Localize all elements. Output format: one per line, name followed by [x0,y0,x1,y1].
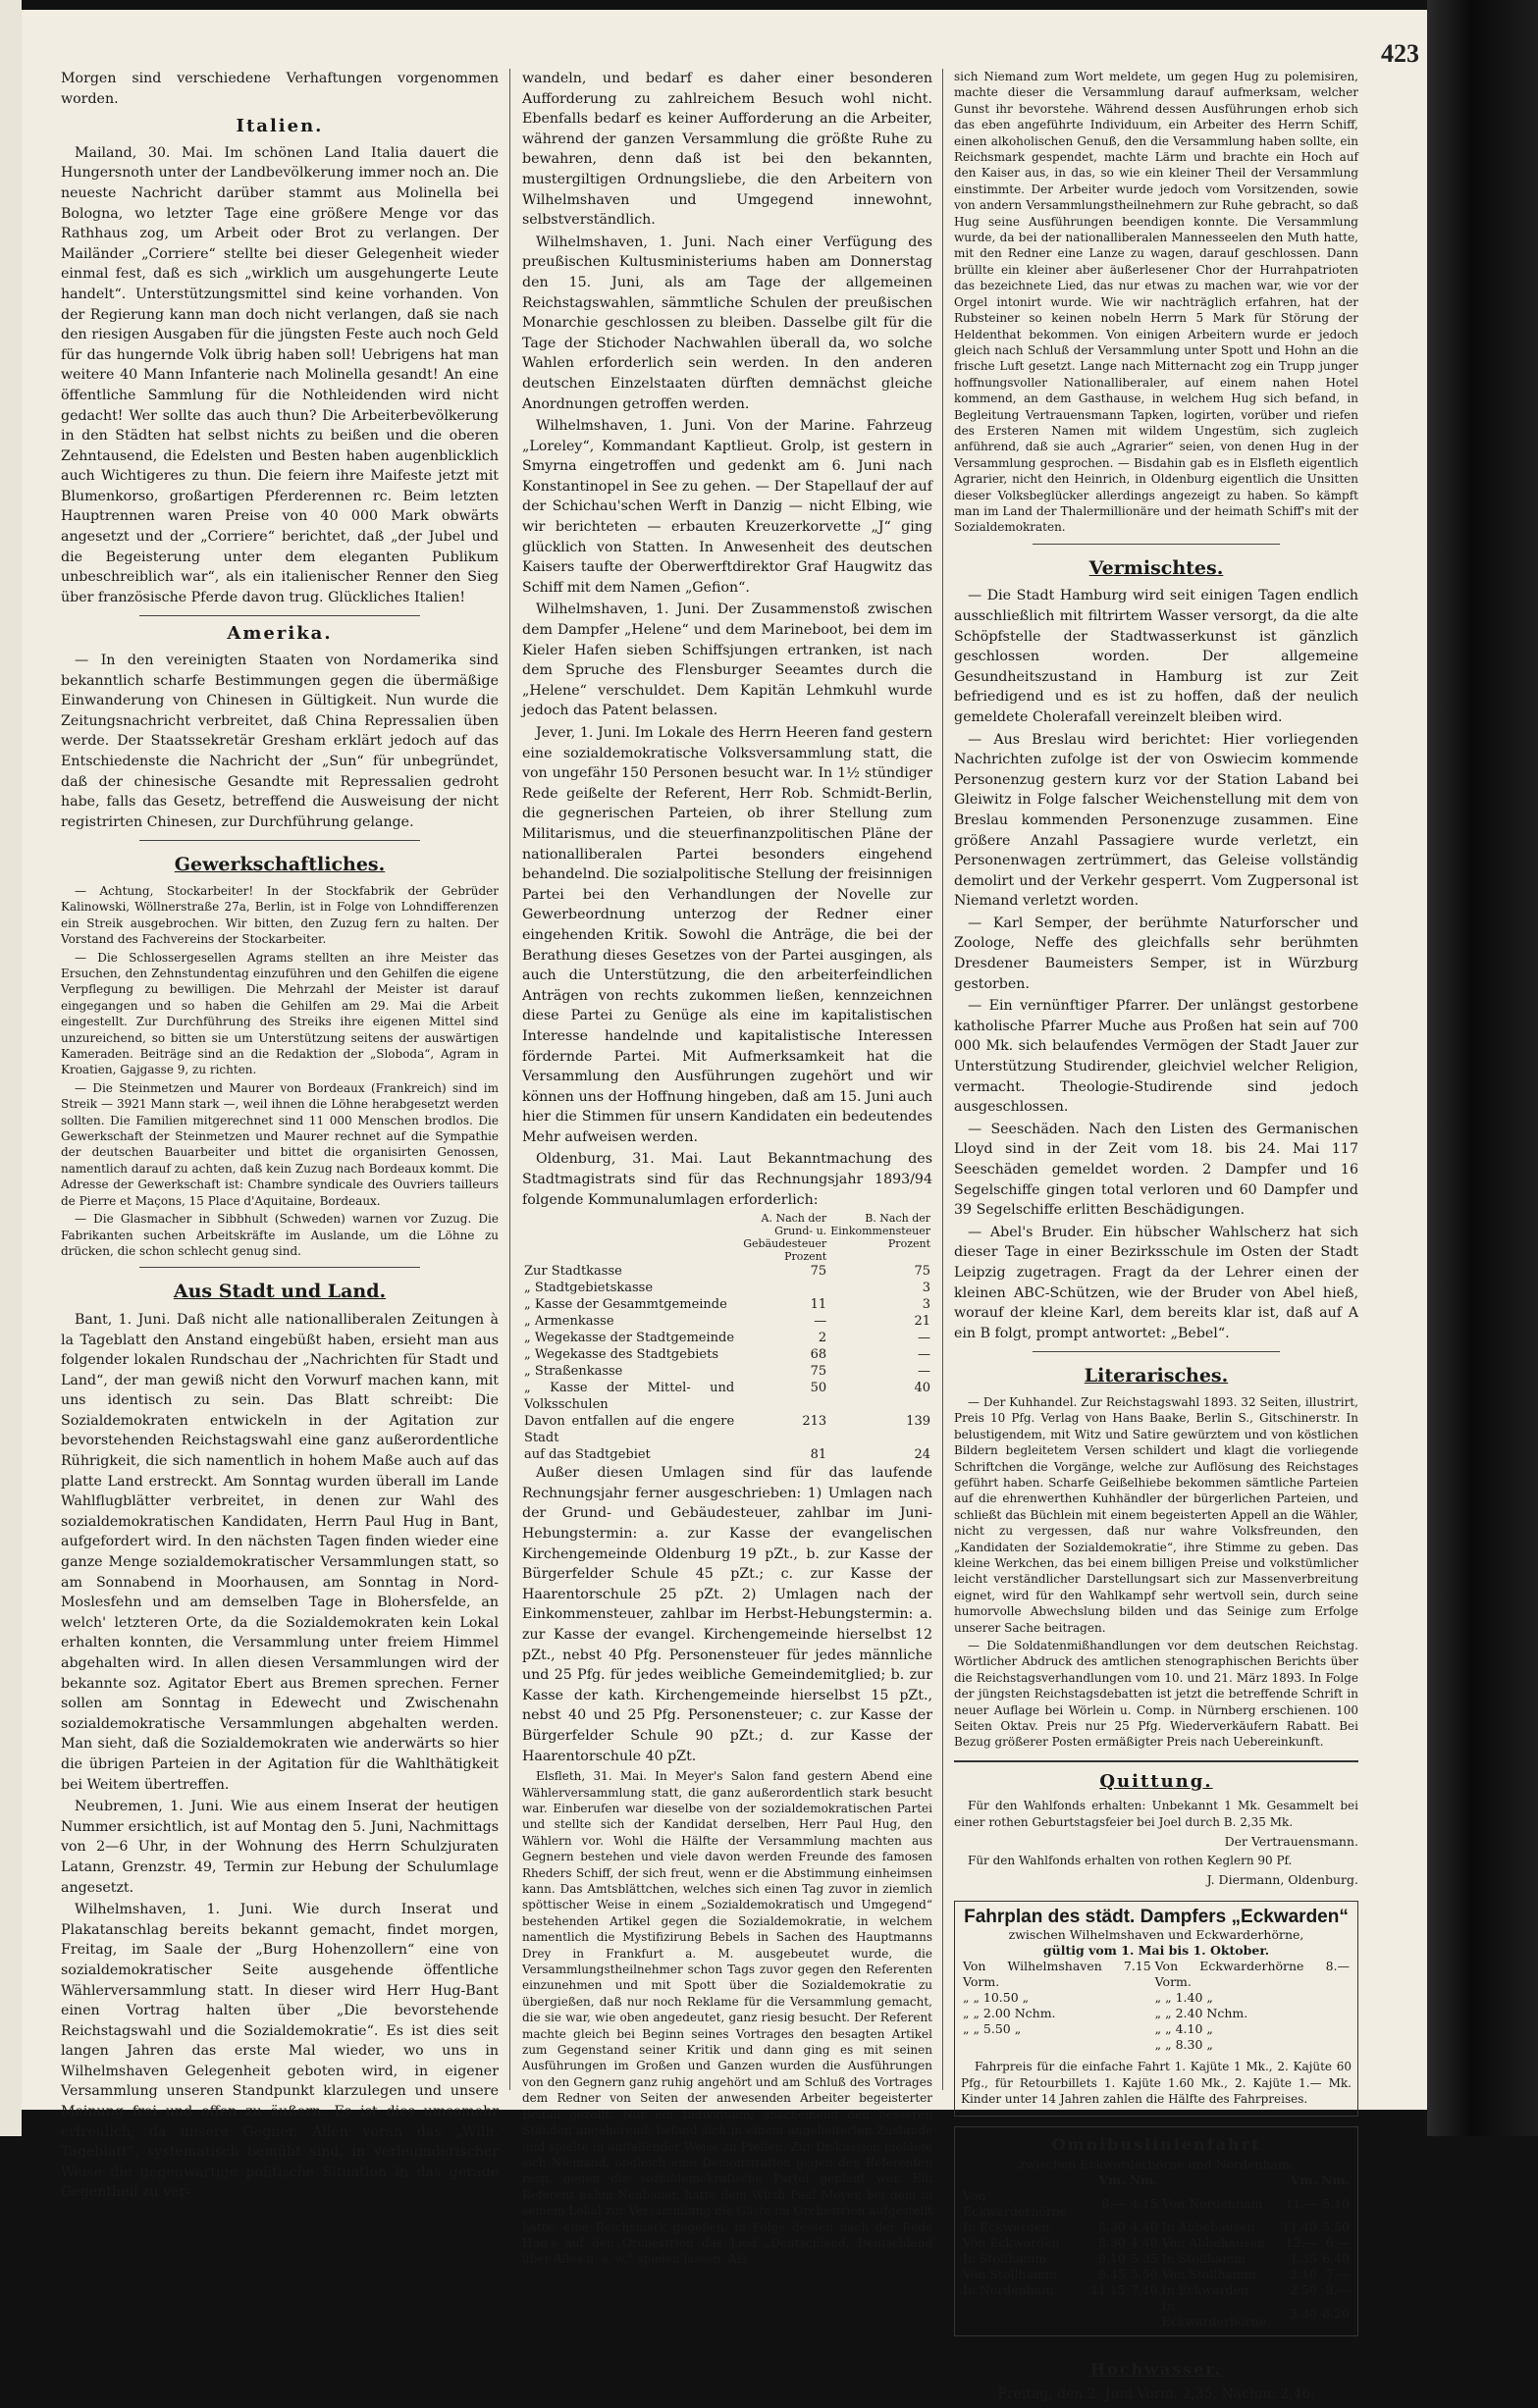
table-cell: 68 [810,1347,827,1363]
table-row [522,1280,932,1296]
table-cell: In Abbehausen [1161,2220,1255,2235]
quittung-1: Für den Wahlfonds erhalten: Unbekannt 1 Mk. Gesammelt bei einer rothen Geburtstagsfeier bei Joel durch B. 2,35 Mk. [954,1799,1358,1829]
table-cell: 75 [914,1264,930,1280]
table-row [961,2037,1352,2053]
book-binding-edge [1427,0,1538,2136]
table-cell: auf das Stadtgebiet [524,1447,651,1463]
fahrplan-box [954,1901,1358,2117]
table-header-cell: Vm. [1290,2172,1317,2188]
table-cell [1128,2298,1160,2329]
table-cell: 4.40 [1130,2220,1158,2235]
omnibus-table [961,2172,1352,2329]
table-cell: In Stollhamm [963,2251,1047,2267]
column-rule-2 [942,69,943,2090]
fahrplan-prices: Fahrpreis für die einfache Fahrt 1. Kajüte 1 Mk., 2. Kajüte 60 Pfg., für Retourbillets 1. Kajüte 1.60 Mk., 2. Kajüte 1.— Mk. Kinder unter 14 Jahren zahlen die Hälfte des Fahrpreises. [961,2060,1352,2107]
table-cell: 1.35 [1290,2251,1317,2267]
table-row [522,1263,932,1280]
table-cell: 40 [914,1381,930,1396]
separator [139,840,420,841]
page-left-edge [0,0,22,2136]
table-row [522,1313,932,1330]
table-cell: 9.10 [1097,2251,1126,2267]
article-hamburg: — Die Stadt Hamburg wird seit einigen Tagen endlich ausschließlich mit filtrirtem Wasser versorgt, da die alte Schöpfstelle der Stadtwasserkunst ist gänzlich geschlossen worden. Der allgemeine Gesundheitszustand in Hamburg ist zur Zeit befriedigend und es ist zu hoffen, daß der neulich gemeldete Cholerafall vereinzelt bleiben wird. [954,588,1358,725]
table-row [522,1346,932,1363]
table-row [961,2188,1352,2220]
table-row [961,2235,1352,2251]
table-header-cell: Vm. [1098,2172,1126,2188]
separator [1033,1351,1280,1352]
heading-vermischtes: Vermischtes. [1088,556,1224,579]
article-neubremen: Neubremen, 1. Juni. Wie aus einem Inserat der heutigen Nummer ersichtlich, ist auf Montag den 5. Juni, Nachmittags von 2—6 Uhr, in der Wohnung des Herrn Schulzjuraten Latann, Grenzstr. 49, Termin zur Hebung der Schulumlage angesetzt. [61,1799,499,1896]
table-cell: Von Stollhamm [1161,2267,1256,2282]
table-cell: 12.— [1285,2235,1317,2251]
notice-agram: — Die Schlossergesellen Agrams stellten an ihre Meister das Ersuchen, den Zehnstundentag einzuführen und den Gehilfen die eigene Verpflegung zu bewilligen. Die Mehrzahl der Meister ist darauf eingegangen und so haben die Gehilfen am 29. Mai die Arbeit eingestellt. Zur Durchführung des Streiks ihre eigenen Mittel sind unzureichend, so bitten sie um Unterstützung seitens der auswärtigen Kameraden. Beiträge sind an die Redaktion der „Sloboda“, Agram in Kroatien, Gajgasse 9, zu richten. [61,950,499,1077]
table-cell: 4.40 [1130,2235,1158,2251]
table-cell: 6.40 [1322,2251,1350,2267]
table-header-cell [1160,2172,1280,2188]
hochwasser-box [954,2346,1358,2408]
table-cell: 5.35 [1130,2251,1158,2267]
omnibus-subtitle: zwischen Eckwarderhörne und Nordenham. [1019,2157,1294,2172]
table-row [961,2251,1352,2267]
table-cell: 3 [922,1297,930,1313]
article-wilhelmshaven-1: Wilhelmshaven, 1. Juni. Wie durch Inserat und Plakatanschlag bereits bekannt gemacht, findet morgen, Freitag, im Saale der „Burg Hohenzollern“ eine von sozialdemokratischer Seite ausgehende öffentliche Wählerversammlung statt. In dieser wird Herr Hug-Bant einen Vortrag halten über „Die bevorstehende Reichstagswahl und die Sozialdemokratie“. Es ist dies seit langen Jahren das erste Mal wieder, wo uns in Wilhelmshaven Gelegenheit geboten wird, in eigener Versammlung unseren Standpunkt klarzulegen und unsere Meinung frei und offen zu äußern. Es ist dies umsomehr erfreulich, da unsere Gegner, Allen voran das „Wilh. Tageblatt“, systematisch bemüht sind, in verleumderischer Weise die gegenwärtige politische Situation in das gerade Gegentheil zu ver- [61,1902,499,2201]
table-cell: 2 [818,1331,827,1346]
fahrplan-table [961,1959,1352,2053]
literature-soldaten: — Die Soldatenmißhandlungen vor dem deutschen Reichstag. Wörtlicher Abdruck des amtlichen stenographischen Berichts über die Reichstagsverhandlungen vom 10. und 21. März 1893. In Folge der jüngsten Reichstagsdebatten ist jetzt die betreffende Schrift in neuer Auflage bei Wörlein u. Comp. in Nürnberg erschienen. 100 Seiten Oktav. Preis nur 25 Pfg. Wiederverkäufern Rabatt. Bei Bezug größerer Posten ermäßigter Preis nach Uebereinkunft. [954,1639,1358,1750]
article-elsfleth-cont: sich Niemand zum Wort meldete, um gegen Hug zu polemisiren, machte dieser die Versammlung darauf aufmerksam, welcher Gunst ihr bevorstehe. Während dessen Ausführungen erhob sich das eben angeführte Individuum, ein Arbeiter des Herrn Schiff, einen alkoholischen Genuß, den die Versammlung haben sollte, ein Reichsmark gespendet, machte Lärm und brachte ein Hoch auf den Kaiser aus, in das, so wie ein kleiner Theil der Versammlung einstimmte. Der Arbeiter wurde jedoch vom Vorsitzenden, sowie von andern Versammlungstheilnehmern zur Ruhe gebracht, so daß Hug seine Ausführungen beendigen konnte. Die Versammlung wurde, da bei der nationalliberalen Mannesseelen den Muth hatte, mit den Redner eine Lanze zu wagen, darauf geschlossen. Dann brüllte ein kleiner aber äußerlesener Chor der Hurrahpatrioten das bezeichnete Lied, das nur etwas zu machen war, wie vor der Orgel intonirt wurde. Wie wir nachträglich erfahren, hat der Rubsteiner so keinen nobeln Herrn 5 Mark für Störung der Heldenthat bekommen. Von einigen Arbeitern wurde er jedoch gleich nach Schluß der Versammlung unter Spott und Hohn an die frische Luft gesetzt. Lange nach Mitternacht zog ein Trupp junger hoffnungsvoller Nationalliberaler, auf einem nahen Hotel kommend, an dem Gasthause, in welchem Hug sich befand, in Begleitung Vertrauensmann Tapken, logirten, vorüber und riefen des Ersteren Namen mit wildem Ungestüm, sich zugleich anführend, daß sie auch „Agrarier“ seien, von denen Hug in der Versammlung gesprochen. — Bisdahin gab es in Elsfleth eigentlich Agrarier, nicht den Heinrich, in Oldenburg eigentlich die Unsitten dieser Volksbeglücker allerdings angezeigt zu haben. So kämpft man im Land der Thalermillionäre und der heimath Schiff's mit der Sozialdemokraten. [954,70,1358,535]
separator [139,1267,420,1268]
table-cell: 139 [906,1414,930,1430]
notice-sibbhult: — Die Glasmacher in Sibbhult (Schweden) warnen vor Zuzug. Die Fabrikanten suchen Arbeitskräfte im Auslande, um die Löhne zu drücken, die schon schlecht genug sind. [61,1212,499,1258]
table-cell: „ Armenkasse [524,1314,614,1330]
table-cell: 8.— [1325,2282,1350,2298]
table-row [522,1296,932,1313]
article-mailand: Mailand, 30. Mai. Im schönen Land Italia dauert die Hungersnoth unter der Landbevölkerung immer noch an. Die neueste Nachricht darüber stammt aus Molinella bei Bologna, wo letzter Tage eine größere Menge vor das Rathhaus zog, um Arbeit oder Brot zu verlangen. Der Mailänder „Corriere“ stellte bei dieser Gelegenheit wieder einmal fest, daß es sich „wirklich um ausgehungerte Leute handelt“. Unterstützungsmittel sind keine vorhanden. Von der Regierung kann man doch nicht verlangen, daß sie nach den riesigen Ausgaben für die jüngsten Feste auch noch Geld für das hungernde Volk übrig haben soll! Uebrigens hat man weitere 40 Mann Infanterie nach Molinella gesandt! An eine öffentliche Sammlung für die Nothleidenden wird nicht gedacht! Wer sollte das auch thun? Die Arbeiterbevölkerung in den Städten hat selbst nichts zu beißen und die oberen Zehntausend, die Edelsten und Besten haben augenblicklich auch Wichtigeres zu thun. Die feiern ihre Maifeste jetzt mit Blumenkorso, großartigen Pferderennen rc. Beim letzten Hauptrennen waren Preise von 40 000 Mark obwärts angesetzt und der „Corriere“ berichtet, daß „der Jubel und die Begeisterung unter dem eleganten Publikum unbeschreiblich war“, als ein italienischer Renner den Sieg über französische Pferde davon trug. Glückliches Italien! [61,144,499,605]
article-wilhelmshaven-4: Wilhelmshaven, 1. Juni. Der Zusammenstoß zwischen dem Dampfer „Helene“ und dem Marineboot, bei dem im Kieler Hafen sieben Schiffsjungen ertranken, ist nach dem Spruche des Flensburger Seeamtes durch die „Helene“ verschuldet. Dem Kapitän Lehmkuhl wurde jedoch das Patent belassen. [522,602,932,719]
omnibus-box [954,2126,1358,2337]
table-cell: Von Eckwarden [963,2235,1060,2251]
table-row [522,1363,932,1380]
article-breslau: — Aus Breslau wird berichtet: Hier vorliegenden Nachrichten zufolge ist der von Oswiecim kommende Personenzug gestern kurz vor der Station Laband bei Gleiwitz in Folge falscher Weichenstellung mit dem von Breslau kommenden Personenzuge zusammen. Eine größere Anzahl Passagiere wurde verletzt, ein Personenwagen zertrümmert, das Geleise vollständig demolirt und der Verkehr gesperrt. Vom Zugpersonal ist Niemand verletzt worden. [954,731,1358,910]
table-cell: 11.— [1285,2196,1317,2212]
article-umlagen: Außer diesen Umlagen sind für das laufende Rechnungsjahr ferner ausgeschrieben: 1) Umlagen nach der Grund- und Gebäudesteuer, zahlbar im Juni-Hebungstermin: a. zur Kasse der evangelischen Kirchengemeinde Oldenburg 19 pZt., b. zur Kasse der Bürgerfelder Schule 45 pZt.; c. zur Kasse der Haarentorschule 25 pZt. 2) Umlagen nach der Einkommensteuer, zahlbar im Herbst-Hebungstermin: a. zur Kasse der evangel. Kirchengemeinde hierselbst 12 pZt., nebst 40 Pfg. Personensteuer für jedes männliche und 25 Pfg. für jedes weibliche Gemeindemitglied; b. zur Kasse der kath. Kirchengemeinde hierselbst 15 pZt., nebst 40 und 25 Pfg. Personensteuer; c. zur Kasse der Bürgerfelder Schule 90 pZt.; d. zur Kasse der Haarentorschule 40 pZt. [522,1465,932,1764]
table-head-a: A. Nach der Grund- u. Gebäudesteuer Prozent [743,1212,827,1264]
article-wilhelmshaven-2: Wilhelmshaven, 1. Juni. Nach einer Verfügung des preußischen Kultusministeriums haben am Donnerstag den 15. Juni, als am Tage der allgemeinen Reichstagswahlen, sämmtliche Schulen der preußischen Monarchie geschlossen zu bleiben. Dasselbe gilt für die Tage der Stichoder Nachwahlen überall da, wo solche Wahlen erforderlich sein werden. In den anderen deutschen Einzelstaaten dürften demnächst gleiche Anordnungen getroffen werden. [522,234,932,412]
table-cell [736,1280,828,1296]
table-cell: 7.10 [1130,2282,1158,2298]
table-cell [961,2037,1153,2053]
quittung-1-signature: Der Vertrauensmann. [1224,1834,1358,1850]
hochwasser-title: Hochwasser. [1089,2360,1223,2380]
article-elsfleth: Elsfleth, 31. Mai. In Meyer's Salon fand gestern Abend eine Wählerversammlung statt, die ganz außerordentlich stark besucht war. Einberufen war dieselbe von der sozialdemokratischen Partei und stellte sich der Kandidat derselben, Herr Paul Hug, den Wählern vor. Wohl die Hälfte der Versammlung machten aus Gegnern bestehen und viele davon werden Freunde des famosen Rheders Schiff, der sich freut, wenn er die Abstimmung einheimsen kann. Das Amtsblättchen, welches sich einen Tag zuvor in ziemlich spöttischer Weise in einem „Sozialdemokratisch und Umgegend“ bestehenden Artikel gegen die Sozialdemokratie, in welchem namentlich die Mystifizirung Bebels in Sachen des Hauptmanns Drey in Frankfurt a. M. ausgebeutet wurde, die Versammlungstheilnehmer schon Tags zuvor gegen den Referenten einzunehmen und mit Spott über die Sozialdemokratie zu übergießen, daß nur noch Reklame für die Versammlung gemacht, die sie war, wie oben angedeutet, ganz riesig besucht. Der Referent machte gleich bei Beginn seines Vortrages den besagten Artikel zum Gegenstand seiner Kritik und dann ging es mit seinen Ausführungen im Großen und Ganzen wurden die Ausführungen von den Gegnern ganz ruhig angehört und am Schluß des Vortrages dem Redner von Seiten der anwesenden Arbeiter begeisterter Beifall gezollt. Nur ein Individuum, anscheinend den besseren Ständen angehörend, befand sich in einem angeheiterten Zustande und spielte in auffallender Weise zu Pfeifen. Zur Diskussion meldete sich Niemand, obgleich eine Demonstration gegen den Referenten resp. gegen die sozialdemokratische Partei geplant war. Ein Referent nahm Neubauer, hatte dem Wirth Paul Meyer, bei dem in seinem Lokal zur Versammlung die Gäste im Orchestrion aufgestellt hatte, eine Reichsmark gegeben, in Folge dessen nach der Rede Hug's auf den Orchestrion das Lied „Deutschland, Deutschland über Alles u. s. w.“ spielen lassen. Als [522,1769,932,2267]
table-cell [1088,2298,1128,2329]
table-cell: — [918,1347,930,1363]
table-header-row [961,2172,1352,2188]
table-cell: Von Nordenham [1161,2196,1263,2212]
table-cell: 5.50 [1130,2267,1158,2282]
table-cell: 11 [810,1297,827,1313]
table-row [961,2006,1352,2021]
table-cell: 50 [810,1381,827,1396]
table-cell: Von Eckwarderhörne [963,2188,1068,2220]
table-cell: „ „ 4.10 „ [1154,2021,1213,2037]
table-cell: 3.30 [1290,2306,1317,2322]
table-row [522,1330,932,1346]
table-cell: „ Wegekasse des Stadtgebiets [524,1347,719,1363]
table-cell: 5.50 [1322,2220,1350,2235]
article-amerika: — In den vereinigten Staaten von Nordamerika sind bekanntlich scharfe Bestimmungen gegen die übermäßige Einwanderung von Chinesen in Gültigkeit. Nun wurde die Zeitungsnachricht verbreitet, daß China Repressalien üben werde. Der Staatssekretär Gresham erklärt jedoch auf das Entschiedenste die Nachricht der „Sun“ für unbegründet, daß der chinesische Gesandte mit Repressalien gedroht habe, falls das Gesetz, betreffend die Ausweisung der nicht registrirten Chinesen, zur Durchführung gelange. [61,653,499,830]
table-cell: 2.50 [1290,2282,1317,2298]
table-row [961,2267,1352,2282]
table-cell: „ Wegekasse der Stadtgemeinde [524,1331,735,1346]
heading-literarisches: Literarisches. [1084,1365,1229,1387]
table-cell: — [918,1364,930,1380]
table-header-cell: Nm. [1320,2172,1350,2188]
table-cell [961,2298,1088,2329]
table-cell: 24 [914,1447,930,1463]
table-cell: Von Abbehausen [1161,2235,1266,2251]
article-seeschaeden: — Seeschäden. Nach den Listen des Germanischen Lloyd sind in der Zeit vom 18. bis 24. Mai 117 Seeschäden gemeldet worden. 2 Dampfer und 16 Segelschiffe gingen total verloren und 60 Dampfer und 39 Segelschiffe erlitten Beschädigungen. [954,1121,1358,1219]
intro-text: Morgen sind verschiedene Verhaftungen vorgenommen worden. [61,71,499,107]
table-cell: In Eckwarderhörne [1161,2298,1266,2329]
fahrplan-subtitle-1: zwischen Wilhelmshaven und Eckwarderhörne, [1008,1927,1304,1943]
table-cell: In Eckwarden [963,2220,1050,2235]
table-cell: 4.15 [1130,2196,1158,2212]
table-row [522,1380,932,1413]
column-2 [522,69,932,2267]
table-cell: 81 [810,1447,827,1463]
table-cell: 21 [914,1314,930,1330]
fahrplan-title: Fahrplan des städt. Dampfers „Eckwarden“ [964,1906,1349,1927]
table-cell: Von Wilhelmshaven 7.15 Vorm. [963,1959,1151,1990]
table-row [522,1413,932,1446]
omnibus-title: Omnibuslinienfahrt [1051,2134,1261,2154]
table-row [961,1990,1352,2006]
separator [1033,544,1280,545]
table-cell: „ „ 5.50 „ [963,2021,1022,2037]
table-row [522,1446,932,1463]
article-bant: Bant, 1. Juni. Daß nicht alle nationalliberalen Zeitungen à la Tageblatt den Anstand eingebüßt haben, ersieht man aus folgender lokalen Rundschau der „Nachrichten für Stadt und Land“, der man gewiß nicht den Vorwurf machen kann, mit uns identisch zu sein. Das Blatt schreibt: Die Sozialdemokraten entwickeln in der Agitation zur bevorstehenden Reichstagswahl eine ganz außerordentliche Rührigkeit, die sich namentlich in hohem Maße auch auf das platte Land erstreckt. Am Sonntag wurden überall im Lande Wahlflugblätter verbreitet, in denen zur Wahl des sozialdemokratischen Kandidaten, Herrn Paul Hug in Bant, aufgefordert wird. In den nächsten Tagen finden wieder eine ganze Menge sozialdemokratischer Versammlungen statt, so am Sonnabend in Moorhausen, am Sonntag in Nord-Moslesfehn und am demselben Tage in Blohersfelde, an welch' letzteren Orte, da die Sozialdemokraten kein Lokal erhalten konnten, die Versammlung unter freiem Himmel abgehalten wird. In allen diesen Versammlungen wird der bekannte soz. Agitator Ebert aus Bremen sprechen. Ferner sollen am Sonntag in Edewecht und Zwischenahn sozialdemokratische Versammlungen abgehalten werden. Man sieht, daß die Sozialdemokraten wie anderwärts so hier die übrigen Parteien in der Agitation für die Wahlthätigkeit bei Weitem übertreffen. [61,1311,499,1793]
table-row [961,1959,1352,1990]
table-cell: 11.40 [1282,2220,1317,2235]
heading-italien: Italien. [236,116,324,137]
table-cell: 8.— [1101,2196,1126,2212]
table-cell: „ Kasse der Gesammtgemeinde [524,1297,727,1313]
table-cell: 7.— [1325,2267,1350,2282]
table-row [961,2282,1352,2298]
table-row [961,2021,1352,2037]
article-pfarrer: — Ein vernünftiger Pfarrer. Der unlängst gestorbene katholische Pfarrer Muche aus Proßen hat sein auf 700 000 Mk. sich belaufendes Vermögen der Stadt Jauer zur Unterstützung Studirender, gleichviel welcher Religion, vermacht. Theologie-Studirende sind jedoch ausgeschlossen. [954,998,1358,1116]
table-header-cell: Nm. [1129,2172,1158,2188]
table-cell: In Nordenham [963,2282,1054,2298]
table-cell: 213 [802,1414,827,1430]
table-cell: 75 [810,1264,827,1280]
table-cell: „ Stadtgebietskasse [524,1281,654,1296]
newspaper-page [22,10,1427,2402]
table-cell: 3 [922,1281,930,1296]
umlagen-table [522,1212,932,1463]
table-cell: In Eckwarden [1161,2282,1249,2298]
table-cell: — [918,1331,930,1346]
table-cell: 75 [810,1364,827,1380]
table-cell: Davon entfallen auf die engere Stadt [524,1414,735,1446]
table-cell: 8.20 [1322,2306,1350,2322]
table-cell: In Stollhamm [1161,2251,1246,2267]
table-cell: „ „ 10.50 „ [963,1990,1030,2006]
table-cell: — [814,1314,827,1330]
table-cell: „ Kasse der Mittel- und Volksschulen [524,1381,735,1413]
heading-stadt-land: Aus Stadt und Land. [173,1281,387,1303]
column-1 [61,69,499,2201]
notice-stockarbeiter: — Achtung, Stockarbeiter! In der Stockfabrik der Gebrüder Kalinowski, Wöllnerstraße 27a, Berlin, ist in Folge von Lohndifferenzen ein Streik ausgebrochen. Wir bitten, den Zuzug fern zu halten. Der Vorstand des Fachvereins der Stockarbeiter. [61,883,499,947]
table-cell: 11.15 [1089,2282,1126,2298]
table-head-b: B. Nach der Einkommensteuer Prozent [830,1212,930,1251]
column-rule-1 [509,69,510,2090]
article-wilhelmshaven-3: Wilhelmshaven, 1. Juni. Von der Marine. Fahrzeug „Loreley“, Kommandant Kaptlieut. Grolp, ist gestern in Smyrna eingetroffen und gedenkt am 6. Juni nach Konstantinopel in See zu gehen. — Der Stapellauf der auf der Schichau'schen Werft in Danzig — nicht Elbing, wie wir berichteten — erbauten Kreuzerkorvette „J“ ging glücklich von Statten. In Anwesenheit des deutschen Kaisers taufte der Oberwerftdirektor Graf Haugwitz das Schiff mit dem Namen „Gefion“. [522,418,932,596]
table-cell: Zur Stadtkasse [524,1264,622,1280]
table-row [961,2220,1352,2235]
hochwasser-text: Freitag, den 2. Juni Vorm. 2,35, Nachm. 2,46. [997,2385,1315,2402]
page-number: 423 [1381,39,1419,68]
separator-thick [954,1760,1358,1762]
separator [139,615,420,616]
heading-quittung: Quittung. [1099,1770,1213,1792]
table-row [961,2298,1352,2329]
table-cell: „ „ 8.30 „ [1154,2037,1213,2053]
article-jever: Jever, 1. Juni. Im Lokale des Herrn Heeren fand gestern eine sozialdemokratische Volksversammlung statt, die von ungefähr 150 Personen besucht war. In 1½ stündiger Rede geißelte der Referent, Herr Rob. Schmidt-Berlin, die gegnerischen Parteien, ob ihrer Stellung zum Militarismus, und die steuerfinanzpolitischen Pläne der nationalliberalen Partei besonders eingehend behandelnd. Die sozialpolitische Stellung der freisinnigen Partei bei den Verhandlungen der Novelle zur Gewerbeordnung unterzog der Redner einer eingehenden Kritik. Sowohl die Anträge, die bei der Berathung dieses Gesetzes von der Partei ausgingen, als auch die Unterstützung, die den arbeiterfeindlichen Anträgen von rechts zukommen ließen, kennzeichnen diese Partei zu Genüge als eine im kapitalistischen Interesse handelnde und kapitalistische Interessen fördernde Partei. Mit Aufmerksamkeit hat die Versammlung den Ausführungen zugehört und wir können uns der Hoffnung hingeben, daß am 15. Juni auch hier die Stimmen für unsern Kandidaten ein bedeutendes Mehr aufweisen werden. [522,725,932,1145]
heading-amerika: Amerika. [227,623,333,645]
table-cell: „ Straßenkasse [524,1364,623,1380]
article-continuation: wandeln, und bedarf es daher einer besonderen Aufforderung zu zahlreichem Besuch wohl nicht. Ebenfalls bedarf es keiner Aufforderung an die Arbeiter, während der ganzen Versammlung die größte Ruhe zu bewahren, denn daß ist bei den bekannten, mustergiltigen Ordnungsliebe, die den Arbeitern von Wilhelmshaven und Umgegend innewohnt, selbstverständlich. [522,71,932,229]
article-oldenburg: Oldenburg, 31. Mai. Laut Bekanntmachung des Stadtmagistrats sind für das Rechnungsjahr 1893/94 folgende Kommunalumlagen erforderlich: [522,1151,932,1208]
table-cell: 2.10 [1290,2267,1317,2282]
fahrplan-subtitle-2: gültig vom 1. Mai bis 1. Oktober. [1042,1943,1270,1959]
table-cell: Von Stollhamm [963,2267,1057,2282]
quittung-2: Für den Wahlfonds erhalten von rothen Keglern 90 Pf. [968,1853,1293,1867]
table-cell: 6.— [1325,2235,1350,2251]
table-cell: „ „ 1.40 „ [1154,1990,1213,2006]
table-header-cell [961,2172,1088,2188]
article-semper: — Karl Semper, der berühmte Naturforscher und Zoologe, Neffe des gleichfalls sehr berühmten Dresdener Baumeisters Semper, ist in Würzburg gestorben. [954,915,1358,992]
table-cell: 8.30 [1097,2235,1126,2251]
table-cell: Von Eckwarderhörne 8.— Vorm. [1154,1959,1350,1990]
article-abel: — Abel's Bruder. Ein hübscher Wahlscherz hat sich dieser Tage in einer Bezirksschule im Osten der Stadt Leipzig zugetragen. Fragt da der Lehrer einen der kleinen ABC-Schützen, wie der Bruder von Abel hieß, worauf der kleine Karl, dem bereits klar ist, daß auf A ein B folgt, prompt antwortet: „Bebel“. [954,1224,1358,1341]
table-cell: 8.30 [1097,2220,1126,2235]
literature-kuhhandel: — Der Kuhhandel. Zur Reichstagswahl 1893. 32 Seiten, illustrirt, Preis 10 Pfg. Verlag von Hans Baake, Berlin S., Gitschinerstr. In belustigendem, mit Witz und Satire gewürztem und von köstlichen Bildern begleitetem Versen schildert und klagt die vorliegende Schriftchen die Vorgänge, welche zur Auflösung des Reichstages geführt haben. Scharfe Geißelhiebe bekommen sämtliche Parteien auf die ehrenwerthen Kuhhändler der bürgerlichen Parteien, und schließt das Büchlein mit einem begeisterten Appell an die Wähler, nicht zu vergessen, daß nur wahre Volksfreunden, den „Kandidaten der Sozialdemokratie“, ihre Stimme zu geben. Das kleine Werkchen, das bei einem billigen Preise und volkstümlicher leicht verständlicher Darstellungsart sich zur Massenverbreitung eignet, wird für den Wahlkampf sehr wertvoll sein, durch seine humorvolle Abwechslung bilden und das Seinige zum Erfolge unserer Sache beitragen. [954,1394,1358,1635]
table-cell: 5.10 [1322,2196,1350,2212]
heading-gewerkschaftliches: Gewerkschaftliches. [174,854,386,876]
table-cell: „ „ 2.40 Nchm. [1154,2006,1248,2021]
table-cell: „ „ 2.00 Nchm. [963,2006,1056,2021]
notice-bordeaux: — Die Steinmetzen und Maurer von Bordeaux (Frankreich) sind im Streik — 3921 Mann stark —, weil ihnen die Löhne herabgesetzt werden sollten. Die Familien mitgerechnet sind 11 000 Menschen brodlos. Die Gewerkschaft der Steinmetzen und Maurer rechnet auf die Sympathie der deutschen Bauarbeiter und bittet die organisirten Genossen, namentlich darauf zu achten, daß kein Zuzug nach Bordeaux kommt. Die Adresse der Gewerkschaft ist: Chambre syndicale des Ouvriers tailleurs de Pierre et Maçons, 15 Place d'Aquitaine, Bordeaux. [61,1080,499,1208]
table-cell: 9.45 [1097,2267,1126,2282]
quittung-2-signature: J. Diermann, Oldenburg. [1206,1872,1358,1888]
column-3 [954,69,1358,2402]
